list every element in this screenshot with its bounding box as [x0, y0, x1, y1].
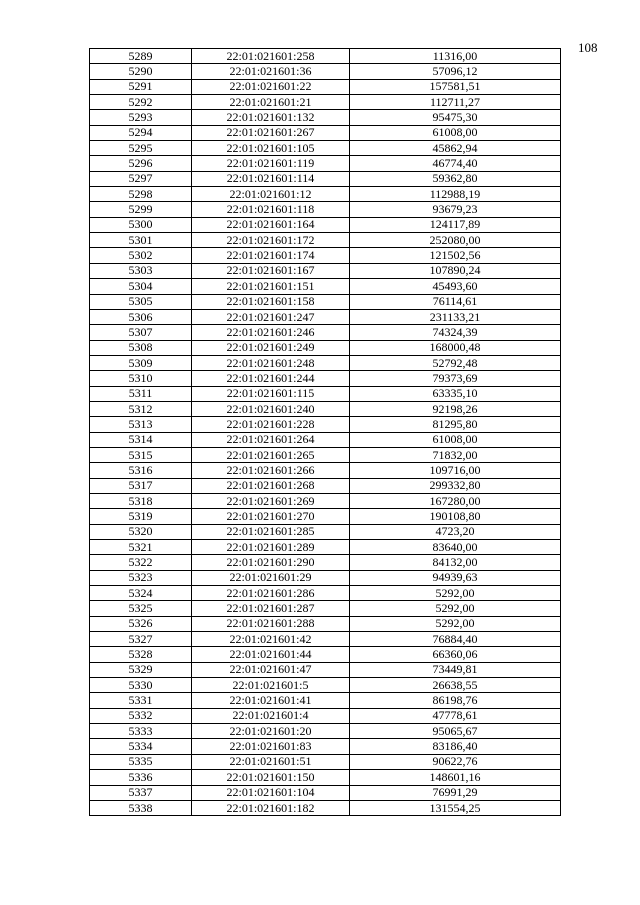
value-cell: 46774,40	[350, 156, 561, 171]
row-number-cell: 5314	[90, 432, 192, 447]
value-cell: 4723,20	[350, 524, 561, 539]
table-row	[90, 708, 561, 723]
cadastral-number-cell: 22:01:021601:12	[192, 187, 350, 202]
cadastral-number-cell: 22:01:021601:119	[192, 156, 350, 171]
table-row	[90, 693, 561, 708]
table-row	[90, 95, 561, 110]
row-number-cell: 5305	[90, 294, 192, 309]
table-row	[90, 601, 561, 616]
row-number-cell: 5327	[90, 632, 192, 647]
table-body	[90, 49, 561, 816]
cadastral-number-cell: 22:01:021601:267	[192, 125, 350, 140]
row-number-cell: 5324	[90, 586, 192, 601]
value-cell: 112988,19	[350, 187, 561, 202]
value-cell: 124117,89	[350, 217, 561, 232]
value-cell: 157581,51	[350, 79, 561, 94]
table-row	[90, 233, 561, 248]
value-cell: 86198,76	[350, 693, 561, 708]
value-cell: 61008,00	[350, 432, 561, 447]
cadastral-number-cell: 22:01:021601:151	[192, 279, 350, 294]
cadastral-number-cell: 22:01:021601:174	[192, 248, 350, 263]
cadastral-number-cell: 22:01:021601:105	[192, 141, 350, 156]
row-number-cell: 5328	[90, 647, 192, 662]
table-row	[90, 79, 561, 94]
table-row	[90, 509, 561, 524]
cadastral-number-cell: 22:01:021601:83	[192, 739, 350, 754]
table-row	[90, 555, 561, 570]
cadastral-number-cell: 22:01:021601:265	[192, 447, 350, 462]
value-cell: 121502,56	[350, 248, 561, 263]
table-row	[90, 463, 561, 478]
cadastral-number-cell: 22:01:021601:269	[192, 493, 350, 508]
value-cell: 231133,21	[350, 309, 561, 324]
cadastral-number-cell: 22:01:021601:132	[192, 110, 350, 125]
row-number-cell: 5302	[90, 248, 192, 263]
row-number-cell: 5303	[90, 263, 192, 278]
value-cell: 90622,76	[350, 754, 561, 769]
table-row	[90, 417, 561, 432]
table-row	[90, 754, 561, 769]
table-row	[90, 401, 561, 416]
row-number-cell: 5292	[90, 95, 192, 110]
value-cell: 74324,39	[350, 325, 561, 340]
cadastral-number-cell: 22:01:021601:21	[192, 95, 350, 110]
cadastral-number-cell: 22:01:021601:167	[192, 263, 350, 278]
cadastral-number-cell: 22:01:021601:22	[192, 79, 350, 94]
cadastral-number-cell: 22:01:021601:20	[192, 724, 350, 739]
value-cell: 66360,06	[350, 647, 561, 662]
row-number-cell: 5309	[90, 355, 192, 370]
cadastral-number-cell: 22:01:021601:51	[192, 754, 350, 769]
cadastral-number-cell: 22:01:021601:249	[192, 340, 350, 355]
table-row	[90, 678, 561, 693]
value-cell: 190108,80	[350, 509, 561, 524]
row-number-cell: 5322	[90, 555, 192, 570]
row-number-cell: 5289	[90, 49, 192, 64]
row-number-cell: 5308	[90, 340, 192, 355]
cadastral-number-cell: 22:01:021601:264	[192, 432, 350, 447]
row-number-cell: 5312	[90, 401, 192, 416]
value-cell: 26638,55	[350, 678, 561, 693]
value-cell: 252080,00	[350, 233, 561, 248]
table-row	[90, 493, 561, 508]
table-row	[90, 770, 561, 785]
value-cell: 71832,00	[350, 447, 561, 462]
value-cell: 84132,00	[350, 555, 561, 570]
value-cell: 76884,40	[350, 632, 561, 647]
value-cell: 52792,48	[350, 355, 561, 370]
cadastral-number-cell: 22:01:021601:289	[192, 540, 350, 555]
table-row	[90, 49, 561, 64]
cadastral-number-cell: 22:01:021601:104	[192, 785, 350, 800]
value-cell: 131554,25	[350, 800, 561, 815]
table-row	[90, 524, 561, 539]
cadastral-number-cell: 22:01:021601:5	[192, 678, 350, 693]
table-row	[90, 279, 561, 294]
cadastral-number-cell: 22:01:021601:240	[192, 401, 350, 416]
value-cell: 5292,00	[350, 586, 561, 601]
table-row	[90, 371, 561, 386]
table-row	[90, 632, 561, 647]
row-number-cell: 5329	[90, 662, 192, 677]
table-row	[90, 141, 561, 156]
row-number-cell: 5337	[90, 785, 192, 800]
value-cell: 95475,30	[350, 110, 561, 125]
table-row	[90, 570, 561, 585]
cadastral-number-cell: 22:01:021601:114	[192, 171, 350, 186]
table-row	[90, 540, 561, 555]
value-cell: 47778,61	[350, 708, 561, 723]
table-row	[90, 217, 561, 232]
cadastral-number-cell: 22:01:021601:44	[192, 647, 350, 662]
cadastral-number-cell: 22:01:021601:290	[192, 555, 350, 570]
row-number-cell: 5326	[90, 616, 192, 631]
cadastral-number-cell: 22:01:021601:42	[192, 632, 350, 647]
row-number-cell: 5334	[90, 739, 192, 754]
table-row	[90, 64, 561, 79]
cadastral-number-cell: 22:01:021601:287	[192, 601, 350, 616]
page-number: 108	[578, 40, 598, 55]
row-number-cell: 5304	[90, 279, 192, 294]
row-number-cell: 5331	[90, 693, 192, 708]
row-number-cell: 5333	[90, 724, 192, 739]
cadastral-number-cell: 22:01:021601:244	[192, 371, 350, 386]
cadastral-number-cell: 22:01:021601:270	[192, 509, 350, 524]
value-cell: 61008,00	[350, 125, 561, 140]
table-row	[90, 586, 561, 601]
row-number-cell: 5323	[90, 570, 192, 585]
table-row	[90, 202, 561, 217]
table-row	[90, 432, 561, 447]
row-number-cell: 5299	[90, 202, 192, 217]
row-number-cell: 5320	[90, 524, 192, 539]
cadastral-number-cell: 22:01:021601:286	[192, 586, 350, 601]
table-row	[90, 800, 561, 815]
row-number-cell: 5310	[90, 371, 192, 386]
value-cell: 57096,12	[350, 64, 561, 79]
table-row	[90, 125, 561, 140]
row-number-cell: 5335	[90, 754, 192, 769]
row-number-cell: 5332	[90, 708, 192, 723]
value-cell: 92198,26	[350, 401, 561, 416]
table-row	[90, 309, 561, 324]
cadastral-number-cell: 22:01:021601:266	[192, 463, 350, 478]
row-number-cell: 5317	[90, 478, 192, 493]
value-cell: 83640,00	[350, 540, 561, 555]
value-cell: 79373,69	[350, 371, 561, 386]
value-cell: 83186,40	[350, 739, 561, 754]
value-cell: 95065,67	[350, 724, 561, 739]
row-number-cell: 5336	[90, 770, 192, 785]
row-number-cell: 5315	[90, 447, 192, 462]
row-number-cell: 5291	[90, 79, 192, 94]
table-row	[90, 294, 561, 309]
value-cell: 93679,23	[350, 202, 561, 217]
cadastral-number-cell: 22:01:021601:182	[192, 800, 350, 815]
table-row	[90, 171, 561, 186]
cadastral-number-cell: 22:01:021601:246	[192, 325, 350, 340]
cadastral-number-cell: 22:01:021601:29	[192, 570, 350, 585]
value-cell: 59362,80	[350, 171, 561, 186]
table-row	[90, 785, 561, 800]
table-row	[90, 325, 561, 340]
row-number-cell: 5298	[90, 187, 192, 202]
cadastral-number-cell: 22:01:021601:268	[192, 478, 350, 493]
value-cell: 45862,94	[350, 141, 561, 156]
row-number-cell: 5313	[90, 417, 192, 432]
value-cell: 45493,60	[350, 279, 561, 294]
table-row	[90, 739, 561, 754]
cadastral-number-cell: 22:01:021601:118	[192, 202, 350, 217]
value-cell: 107890,24	[350, 263, 561, 278]
data-table	[89, 48, 561, 816]
table-row	[90, 110, 561, 125]
row-number-cell: 5290	[90, 64, 192, 79]
cadastral-number-cell: 22:01:021601:4	[192, 708, 350, 723]
value-cell: 112711,27	[350, 95, 561, 110]
value-cell: 5292,00	[350, 601, 561, 616]
cadastral-number-cell: 22:01:021601:164	[192, 217, 350, 232]
row-number-cell: 5294	[90, 125, 192, 140]
row-number-cell: 5293	[90, 110, 192, 125]
table-row	[90, 340, 561, 355]
row-number-cell: 5297	[90, 171, 192, 186]
table-row	[90, 478, 561, 493]
row-number-cell: 5338	[90, 800, 192, 815]
value-cell: 148601,16	[350, 770, 561, 785]
table-row	[90, 447, 561, 462]
row-number-cell: 5301	[90, 233, 192, 248]
cadastral-number-cell: 22:01:021601:47	[192, 662, 350, 677]
cadastral-number-cell: 22:01:021601:150	[192, 770, 350, 785]
value-cell: 5292,00	[350, 616, 561, 631]
row-number-cell: 5307	[90, 325, 192, 340]
row-number-cell: 5318	[90, 493, 192, 508]
value-cell: 109716,00	[350, 463, 561, 478]
value-cell: 94939,63	[350, 570, 561, 585]
table-row	[90, 386, 561, 401]
cadastral-number-cell: 22:01:021601:36	[192, 64, 350, 79]
value-cell: 299332,80	[350, 478, 561, 493]
table-row	[90, 647, 561, 662]
value-cell: 76114,61	[350, 294, 561, 309]
value-cell: 73449,81	[350, 662, 561, 677]
row-number-cell: 5311	[90, 386, 192, 401]
cadastral-number-cell: 22:01:021601:115	[192, 386, 350, 401]
row-number-cell: 5330	[90, 678, 192, 693]
table-row	[90, 187, 561, 202]
table-row	[90, 662, 561, 677]
value-cell: 76991,29	[350, 785, 561, 800]
table-row	[90, 724, 561, 739]
cadastral-number-cell: 22:01:021601:41	[192, 693, 350, 708]
row-number-cell: 5300	[90, 217, 192, 232]
row-number-cell: 5319	[90, 509, 192, 524]
table-row	[90, 616, 561, 631]
value-cell: 11316,00	[350, 49, 561, 64]
value-cell: 168000,48	[350, 340, 561, 355]
value-cell: 63335,10	[350, 386, 561, 401]
table-row	[90, 248, 561, 263]
row-number-cell: 5296	[90, 156, 192, 171]
cadastral-number-cell: 22:01:021601:172	[192, 233, 350, 248]
cadastral-number-cell: 22:01:021601:288	[192, 616, 350, 631]
row-number-cell: 5306	[90, 309, 192, 324]
cadastral-number-cell: 22:01:021601:285	[192, 524, 350, 539]
row-number-cell: 5325	[90, 601, 192, 616]
value-cell: 81295,80	[350, 417, 561, 432]
row-number-cell: 5295	[90, 141, 192, 156]
table-row	[90, 263, 561, 278]
cadastral-number-cell: 22:01:021601:158	[192, 294, 350, 309]
cadastral-number-cell: 22:01:021601:248	[192, 355, 350, 370]
cadastral-number-cell: 22:01:021601:247	[192, 309, 350, 324]
cadastral-number-cell: 22:01:021601:228	[192, 417, 350, 432]
row-number-cell: 5316	[90, 463, 192, 478]
table-row	[90, 355, 561, 370]
value-cell: 167280,00	[350, 493, 561, 508]
table-row	[90, 156, 561, 171]
row-number-cell: 5321	[90, 540, 192, 555]
cadastral-number-cell: 22:01:021601:258	[192, 49, 350, 64]
